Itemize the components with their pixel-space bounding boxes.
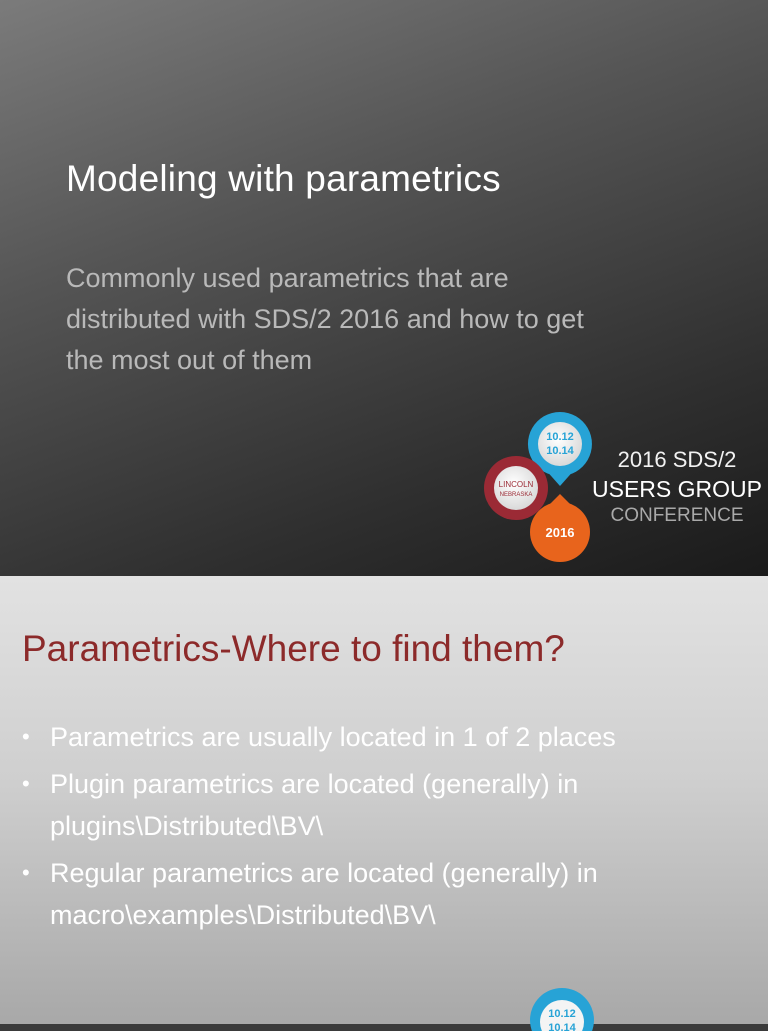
bullet-text: Regular parametrics are located (generally) in macro\examples\Distributed\BV\ [50,858,598,930]
blue-pin-icon [530,986,594,1031]
slide-title: Modeling with parametrics [66,158,501,199]
conference-name-line3: CONFERENCE [610,505,744,526]
bullet-item [20,716,740,758]
bullet-text: Parametrics are usually located in 1 of 2 places [50,722,616,752]
slide-title: Parametrics-Where to find them? [22,628,565,669]
logo-year: 2016 [545,525,575,540]
logo-dates-line2: 10.14 [548,1022,576,1031]
bullet-item [20,763,740,847]
logo-city-line2: NEBRASKA [499,492,533,498]
conference-name-line1: 2016 SDS/2 [617,447,737,472]
slide-2 [0,576,768,1031]
bullet-icon: • [22,724,30,749]
slide-subtitle: Commonly used parametrics that are distributed with SDS/2 2016 and how to get the most out of them [66,263,584,375]
red-pin-icon [484,456,548,520]
conference-name [587,446,767,528]
logo-dates-line2: 10.14 [546,445,574,457]
bullet-text: Plugin parametrics are located (generally) in plugins\Distributed\BV\ [50,769,579,841]
bullet-list [20,716,740,941]
logo-dates-line1: 10.12 [548,1008,576,1020]
bullet-icon: • [22,771,30,796]
bullet-item [20,852,740,936]
bullet-icon: • [22,860,30,885]
conference-logo-graphic [482,410,592,570]
logo-city-line1: LINCOLN [498,480,534,489]
conference-name-line2: USERS GROUP [592,476,762,502]
logo-dates-line1: 10.12 [546,431,574,443]
conference-logo-partial [530,986,594,1031]
conference-logo [482,410,766,570]
